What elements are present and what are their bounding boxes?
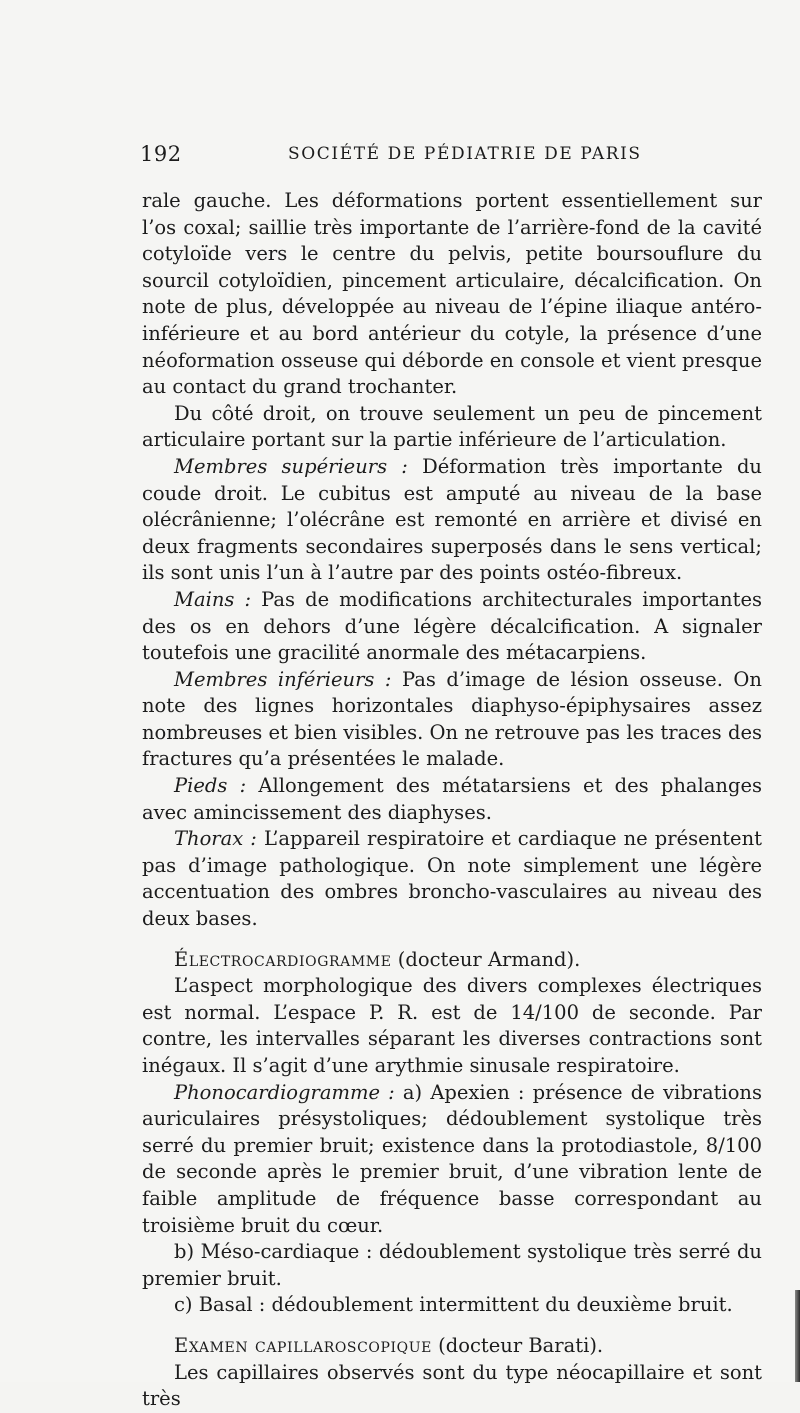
paragraph-text: b) Méso-cardiaque : dédoublement systolique très serré du premier bruit. bbox=[142, 1240, 762, 1290]
paragraph bbox=[142, 401, 762, 454]
paragraph-text: Les capillaires observés sont du type néocapillaire et sont très bbox=[142, 1360, 762, 1411]
paragraph bbox=[142, 1080, 762, 1240]
section-heading: Examen capillaroscopique bbox=[174, 1333, 432, 1357]
page-header bbox=[140, 142, 760, 172]
section-heading-ecg bbox=[142, 947, 762, 974]
paragraph bbox=[142, 1360, 762, 1413]
paragraph-text: L’aspect morphologique des divers complexes électriques est normal. L’espace P. R. est de 14/100 de seconde. Par contre, les intervalles séparant les diverses contractions sont inégaux. Il s’agit d’une arythmie sinusale respiratoire. bbox=[142, 974, 762, 1077]
paragraph-text: Du côté droit, on trouve seulement un peu de pincement articulaire portant sur la partie inférieure de l’articulation. bbox=[142, 401, 762, 452]
paragraph-text: L’appareil respiratoire et cardiaque ne présentent pas d’image pathologique. On note simplement une légère accentuation des ombres broncho-vasculaires au niveau des deux bases. bbox=[142, 827, 762, 931]
paragraph-lead: Pieds : bbox=[174, 774, 247, 798]
paragraph bbox=[142, 1292, 762, 1319]
paragraph-text: rale gauche. Les déformations portent essentiellement sur l’os coxal; saillie très importante de l’arrière-fond de la cavité cotyloïde vers le centre du pelvis, petite boursouflure du sourcil cotyloïdien, pincement articulaire, décalcification. On note de plus, développée au niveau de l’épine iliaque antéro-inférieure et au bord antérieur du cotyle, la présence d’une néoformation osseuse qui déborde en console et vient presque au contact du grand trochanter. bbox=[142, 189, 762, 399]
section-heading-suffix: (docteur Armand). bbox=[391, 947, 581, 971]
body-text bbox=[142, 188, 762, 1413]
paragraph bbox=[142, 973, 762, 1079]
paragraph-lead: Membres supérieurs : bbox=[174, 454, 408, 478]
paragraph-lead: Thorax : bbox=[174, 827, 257, 851]
paragraph-lead: Phonocardiogramme : bbox=[174, 1080, 395, 1104]
paragraph bbox=[142, 454, 762, 587]
book-spine-shadow bbox=[795, 1290, 800, 1382]
paragraph bbox=[142, 826, 762, 932]
paragraph-text: Pas d’image de lésion osseuse. On note des lignes horizontales diaphyso-épiphysaires assez nombreuses et bien visibles. On ne retrouve pas les traces des fractures qu’a présentées le malade. bbox=[142, 667, 762, 771]
paragraph bbox=[142, 188, 762, 401]
paragraph-lead: Mains : bbox=[174, 587, 252, 611]
paragraph-lead: Membres inférieurs : bbox=[174, 667, 392, 691]
paragraph bbox=[142, 587, 762, 667]
section-heading: Électrocardiogramme bbox=[174, 947, 392, 971]
paragraph-text: a) Apexien : présence de vibrations auriculaires présystoliques; dédoublement systolique très serré du premier bruit; existence dans la protodiastole, 8/100 de seconde après le premier bruit, d’une vibration lente de faible amplitude de fréquence basse correspondant au troisième bruit du cœur. bbox=[142, 1080, 763, 1237]
paragraph bbox=[142, 667, 762, 773]
paragraph-text: Déformation très importante du coude droit. Le cubitus est amputé au niveau de la base olécrânienne; l’olécrâne est remonté en arrière et divisé en deux fragments secondaires superposés dans le sens vertical; ils sont unis l’un à l’autre par des points ostéo-fibreux. bbox=[142, 454, 762, 585]
section-heading-capillaroscopy bbox=[142, 1333, 762, 1360]
paragraph bbox=[142, 773, 762, 826]
paragraph-text: Pas de modifications architecturales importantes des os en dehors d’une légère décalcification. A signaler toutefois une gracilité anormale des métacarpiens. bbox=[142, 587, 762, 665]
page-number: 192 bbox=[140, 142, 182, 166]
paragraph-text: c) Basal : dédoublement intermittent du deuxième bruit. bbox=[174, 1293, 733, 1317]
paragraph-text: Allongement des métatarsiens et des phalanges avec amincissement des diaphyses. bbox=[142, 774, 762, 824]
section-heading-suffix: (docteur Barati). bbox=[431, 1333, 604, 1357]
paragraph bbox=[142, 1239, 762, 1292]
running-title: SOCIÉTÉ DE PÉDIATRIE DE PARIS bbox=[288, 144, 642, 164]
